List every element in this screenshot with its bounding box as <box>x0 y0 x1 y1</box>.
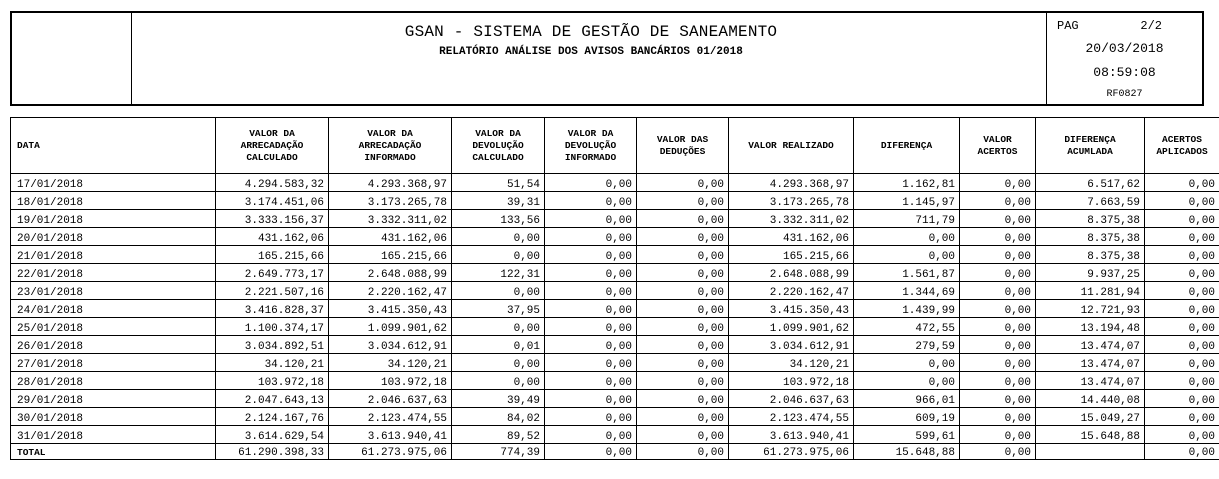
row-value-cell: 165.215,66 <box>329 246 452 264</box>
col-header-deducoes: VALOR DAS DEDUÇÕES <box>637 118 729 174</box>
row-value-cell: 0,00 <box>960 318 1036 336</box>
row-value-cell: 0,00 <box>1145 282 1219 300</box>
row-value-cell: 431.162,06 <box>216 228 329 246</box>
row-value-cell: 0,00 <box>960 246 1036 264</box>
logo-area <box>12 13 132 104</box>
row-value-cell: 0,00 <box>960 210 1036 228</box>
total-value-cell: 774,39 <box>452 444 545 460</box>
row-value-cell: 0,00 <box>545 264 637 282</box>
row-value-cell: 0,00 <box>960 282 1036 300</box>
row-value-cell: 0,00 <box>960 264 1036 282</box>
total-value-cell: 61.290.398,33 <box>216 444 329 460</box>
row-value-cell: 4.294.583,32 <box>216 174 329 192</box>
row-value-cell: 3.415.350,43 <box>329 300 452 318</box>
row-value-cell: 165.215,66 <box>216 246 329 264</box>
row-value-cell: 0,00 <box>960 228 1036 246</box>
table-row <box>11 390 1219 408</box>
row-value-cell: 4.293.368,97 <box>329 174 452 192</box>
total-value-cell: 15.648,88 <box>854 444 960 460</box>
row-value-cell: 609,19 <box>854 408 960 426</box>
table-row <box>11 282 1219 300</box>
row-date-cell: 29/01/2018 <box>11 390 216 408</box>
table-row <box>11 246 1219 264</box>
row-value-cell: 122,31 <box>452 264 545 282</box>
row-value-cell: 103.972,18 <box>729 372 854 390</box>
row-value-cell: 1.439,99 <box>854 300 960 318</box>
row-value-cell: 0,00 <box>960 354 1036 372</box>
row-value-cell: 2.123.474,55 <box>329 408 452 426</box>
row-value-cell: 599,61 <box>854 426 960 444</box>
report-info-box <box>1046 13 1202 104</box>
row-value-cell: 0,00 <box>545 318 637 336</box>
row-value-cell: 0,00 <box>637 354 729 372</box>
row-date-cell: 19/01/2018 <box>11 210 216 228</box>
report-time: 08:59:08 <box>1093 65 1156 80</box>
row-value-cell: 15.648,88 <box>1036 426 1145 444</box>
row-value-cell: 7.663,59 <box>1036 192 1145 210</box>
row-value-cell: 0,00 <box>637 426 729 444</box>
row-value-cell: 14.440,08 <box>1036 390 1145 408</box>
row-value-cell: 0,00 <box>854 372 960 390</box>
row-date-cell: 27/01/2018 <box>11 354 216 372</box>
row-value-cell: 3.034.612,91 <box>329 336 452 354</box>
row-value-cell: 0,00 <box>854 228 960 246</box>
row-date-cell: 25/01/2018 <box>11 318 216 336</box>
col-header-valor-realizado: VALOR REALIZADO <box>729 118 854 174</box>
table-row <box>11 426 1219 444</box>
row-value-cell: 3.034.612,91 <box>729 336 854 354</box>
row-value-cell: 165.215,66 <box>729 246 854 264</box>
row-value-cell: 279,59 <box>854 336 960 354</box>
row-value-cell: 0,00 <box>452 228 545 246</box>
row-value-cell: 0,00 <box>637 372 729 390</box>
row-value-cell: 0,00 <box>545 354 637 372</box>
row-value-cell: 0,00 <box>545 192 637 210</box>
col-header-acertos-aplicados: ACERTOS APLICADOS <box>1145 118 1219 174</box>
row-value-cell: 8.375,38 <box>1036 228 1145 246</box>
table-row <box>11 174 1219 192</box>
table-row <box>11 336 1219 354</box>
row-value-cell: 3.332.311,02 <box>329 210 452 228</box>
row-value-cell: 0,00 <box>452 372 545 390</box>
row-value-cell: 0,00 <box>545 372 637 390</box>
row-value-cell: 0,00 <box>960 300 1036 318</box>
table-row <box>11 372 1219 390</box>
col-header-arrecadacao-calculado: VALOR DA ARRECADAÇÃO CALCULADO <box>216 118 329 174</box>
row-value-cell: 0,00 <box>960 192 1036 210</box>
row-value-cell: 0,00 <box>1145 336 1219 354</box>
col-header-devolucao-informado: VALOR DA DEVOLUÇÃO INFORMADO <box>545 118 637 174</box>
row-value-cell: 0,00 <box>452 282 545 300</box>
row-value-cell: 2.648.088,99 <box>329 264 452 282</box>
row-value-cell: 3.333.156,37 <box>216 210 329 228</box>
row-value-cell: 103.972,18 <box>216 372 329 390</box>
row-value-cell: 89,52 <box>452 426 545 444</box>
row-value-cell: 0,00 <box>960 174 1036 192</box>
total-value-cell: 61.273.975,06 <box>729 444 854 460</box>
row-value-cell: 0,00 <box>637 318 729 336</box>
row-value-cell: 0,00 <box>960 426 1036 444</box>
col-header-devolucao-calculado: VALOR DA DEVOLUÇÃO CALCULADO <box>452 118 545 174</box>
row-value-cell: 8.375,38 <box>1036 246 1145 264</box>
row-value-cell: 37,95 <box>452 300 545 318</box>
row-value-cell: 472,55 <box>854 318 960 336</box>
row-value-cell: 0,00 <box>545 246 637 264</box>
row-value-cell: 84,02 <box>452 408 545 426</box>
row-value-cell: 34.120,21 <box>329 354 452 372</box>
row-value-cell: 0,00 <box>637 246 729 264</box>
row-value-cell: 2.220.162,47 <box>329 282 452 300</box>
row-value-cell: 13.194,48 <box>1036 318 1145 336</box>
row-value-cell: 2.649.773,17 <box>216 264 329 282</box>
table-row <box>11 264 1219 282</box>
row-date-cell: 22/01/2018 <box>11 264 216 282</box>
page-label: PAG <box>1057 19 1079 33</box>
row-value-cell: 2.648.088,99 <box>729 264 854 282</box>
row-date-cell: 20/01/2018 <box>11 228 216 246</box>
row-value-cell: 2.124.167,76 <box>216 408 329 426</box>
row-value-cell: 0,00 <box>1145 192 1219 210</box>
row-value-cell: 1.099.901,62 <box>329 318 452 336</box>
row-value-cell: 0,00 <box>854 246 960 264</box>
row-value-cell: 3.614.629,54 <box>216 426 329 444</box>
row-value-cell: 0,00 <box>1145 354 1219 372</box>
row-value-cell: 2.221.507,16 <box>216 282 329 300</box>
row-value-cell: 39,31 <box>452 192 545 210</box>
row-date-cell: 18/01/2018 <box>11 192 216 210</box>
row-value-cell: 0,00 <box>637 174 729 192</box>
row-value-cell: 0,00 <box>452 318 545 336</box>
row-value-cell: 34.120,21 <box>729 354 854 372</box>
row-value-cell: 0,00 <box>545 210 637 228</box>
row-value-cell: 0,00 <box>960 336 1036 354</box>
total-value-cell: 0,00 <box>960 444 1036 460</box>
report-header <box>10 11 1204 106</box>
row-value-cell: 0,00 <box>637 408 729 426</box>
row-value-cell: 0,00 <box>1145 372 1219 390</box>
row-value-cell: 3.173.265,78 <box>729 192 854 210</box>
row-date-cell: 28/01/2018 <box>11 372 216 390</box>
row-value-cell: 0,00 <box>545 336 637 354</box>
table-row <box>11 228 1219 246</box>
row-value-cell: 0,00 <box>637 192 729 210</box>
row-value-cell: 0,00 <box>545 426 637 444</box>
row-value-cell: 0,00 <box>1145 210 1219 228</box>
row-value-cell: 0,01 <box>452 336 545 354</box>
row-value-cell: 0,00 <box>1145 390 1219 408</box>
row-value-cell: 1.145,97 <box>854 192 960 210</box>
row-value-cell: 2.123.474,55 <box>729 408 854 426</box>
row-value-cell: 0,00 <box>1145 318 1219 336</box>
report-code: RF0827 <box>1106 89 1143 100</box>
row-value-cell: 2.046.637,63 <box>329 390 452 408</box>
row-value-cell: 9.937,25 <box>1036 264 1145 282</box>
row-value-cell: 0,00 <box>854 354 960 372</box>
row-value-cell: 0,00 <box>545 174 637 192</box>
row-value-cell: 1.162,81 <box>854 174 960 192</box>
row-value-cell: 103.972,18 <box>329 372 452 390</box>
row-value-cell: 8.375,38 <box>1036 210 1145 228</box>
row-date-cell: 26/01/2018 <box>11 336 216 354</box>
row-value-cell: 3.174.451,06 <box>216 192 329 210</box>
row-value-cell: 431.162,06 <box>729 228 854 246</box>
col-header-diferenca-acumulada: DIFERENÇA ACUMLADA <box>1036 118 1145 174</box>
col-header-valor-acertos: VALOR ACERTOS <box>960 118 1036 174</box>
row-value-cell: 0,00 <box>1145 228 1219 246</box>
row-value-cell: 15.049,27 <box>1036 408 1145 426</box>
row-value-cell: 13.474,07 <box>1036 372 1145 390</box>
table-row <box>11 318 1219 336</box>
row-date-cell: 23/01/2018 <box>11 282 216 300</box>
total-value-cell <box>1036 444 1145 460</box>
system-title: GSAN - SISTEMA DE GESTÃO DE SANEAMENTO <box>404 23 778 41</box>
total-value-cell: 0,00 <box>637 444 729 460</box>
total-value-cell: 0,00 <box>545 444 637 460</box>
row-value-cell: 3.613.940,41 <box>329 426 452 444</box>
row-value-cell: 0,00 <box>452 354 545 372</box>
row-value-cell: 2.046.637,63 <box>729 390 854 408</box>
row-value-cell: 13.474,07 <box>1036 354 1145 372</box>
row-value-cell: 0,00 <box>637 264 729 282</box>
table-row <box>11 192 1219 210</box>
row-value-cell: 3.415.350,43 <box>729 300 854 318</box>
row-value-cell: 0,00 <box>1145 246 1219 264</box>
row-value-cell: 3.034.892,51 <box>216 336 329 354</box>
report-title: RELATÓRIO ANÁLISE DOS AVISOS BANCÁRIOS 01/2018 <box>439 46 743 58</box>
row-value-cell: 3.173.265,78 <box>329 192 452 210</box>
row-value-cell: 0,00 <box>637 228 729 246</box>
row-value-cell: 11.281,94 <box>1036 282 1145 300</box>
row-value-cell: 51,54 <box>452 174 545 192</box>
row-value-cell: 1.100.374,17 <box>216 318 329 336</box>
row-value-cell: 0,00 <box>1145 408 1219 426</box>
row-value-cell: 0,00 <box>637 336 729 354</box>
row-date-cell: 30/01/2018 <box>11 408 216 426</box>
total-value-cell: 61.273.975,06 <box>329 444 452 460</box>
row-value-cell: 6.517,62 <box>1036 174 1145 192</box>
table-row <box>11 408 1219 426</box>
row-value-cell: 1.099.901,62 <box>729 318 854 336</box>
row-date-cell: 21/01/2018 <box>11 246 216 264</box>
row-date-cell: 31/01/2018 <box>11 426 216 444</box>
row-value-cell: 0,00 <box>637 300 729 318</box>
col-header-diferenca: DIFERENÇA <box>854 118 960 174</box>
bank-notices-table <box>10 117 1219 460</box>
row-value-cell: 3.416.828,37 <box>216 300 329 318</box>
row-value-cell: 0,00 <box>545 282 637 300</box>
row-value-cell: 34.120,21 <box>216 354 329 372</box>
row-value-cell: 0,00 <box>960 390 1036 408</box>
table-header-row <box>11 118 1219 174</box>
col-header-arrecadacao-informado: VALOR DA ARRECADAÇÃO INFORMADO <box>329 118 452 174</box>
row-value-cell: 431.162,06 <box>329 228 452 246</box>
row-value-cell: 12.721,93 <box>1036 300 1145 318</box>
row-value-cell: 0,00 <box>1145 174 1219 192</box>
row-value-cell: 0,00 <box>452 246 545 264</box>
row-value-cell: 0,00 <box>545 300 637 318</box>
table-body <box>11 174 1219 460</box>
row-value-cell: 13.474,07 <box>1036 336 1145 354</box>
row-value-cell: 3.613.940,41 <box>729 426 854 444</box>
row-value-cell: 0,00 <box>1145 300 1219 318</box>
row-value-cell: 0,00 <box>545 408 637 426</box>
row-value-cell: 1.561,87 <box>854 264 960 282</box>
row-value-cell: 0,00 <box>1145 264 1219 282</box>
row-value-cell: 133,56 <box>452 210 545 228</box>
row-value-cell: 2.047.643,13 <box>216 390 329 408</box>
row-value-cell: 0,00 <box>545 390 637 408</box>
row-value-cell: 0,00 <box>637 282 729 300</box>
total-value-cell: 0,00 <box>1145 444 1219 460</box>
row-value-cell: 0,00 <box>960 408 1036 426</box>
col-header-data: DATA <box>11 118 216 174</box>
table-row <box>11 210 1219 228</box>
row-value-cell: 0,00 <box>637 390 729 408</box>
row-value-cell: 39,49 <box>452 390 545 408</box>
row-value-cell: 4.293.368,97 <box>729 174 854 192</box>
row-date-cell: 17/01/2018 <box>11 174 216 192</box>
row-value-cell: 0,00 <box>637 210 729 228</box>
row-value-cell: 711,79 <box>854 210 960 228</box>
table-row <box>11 354 1219 372</box>
report-date: 20/03/2018 <box>1085 41 1164 56</box>
table-row <box>11 300 1219 318</box>
total-label: TOTAL <box>11 444 216 460</box>
page-number: 2/2 <box>1140 19 1162 33</box>
row-date-cell: 24/01/2018 <box>11 300 216 318</box>
row-value-cell: 0,00 <box>545 228 637 246</box>
row-value-cell: 966,01 <box>854 390 960 408</box>
row-value-cell: 1.344,69 <box>854 282 960 300</box>
row-value-cell: 0,00 <box>960 372 1036 390</box>
total-row <box>11 444 1219 460</box>
row-value-cell: 2.220.162,47 <box>729 282 854 300</box>
row-value-cell: 3.332.311,02 <box>729 210 854 228</box>
row-value-cell: 0,00 <box>1145 426 1219 444</box>
